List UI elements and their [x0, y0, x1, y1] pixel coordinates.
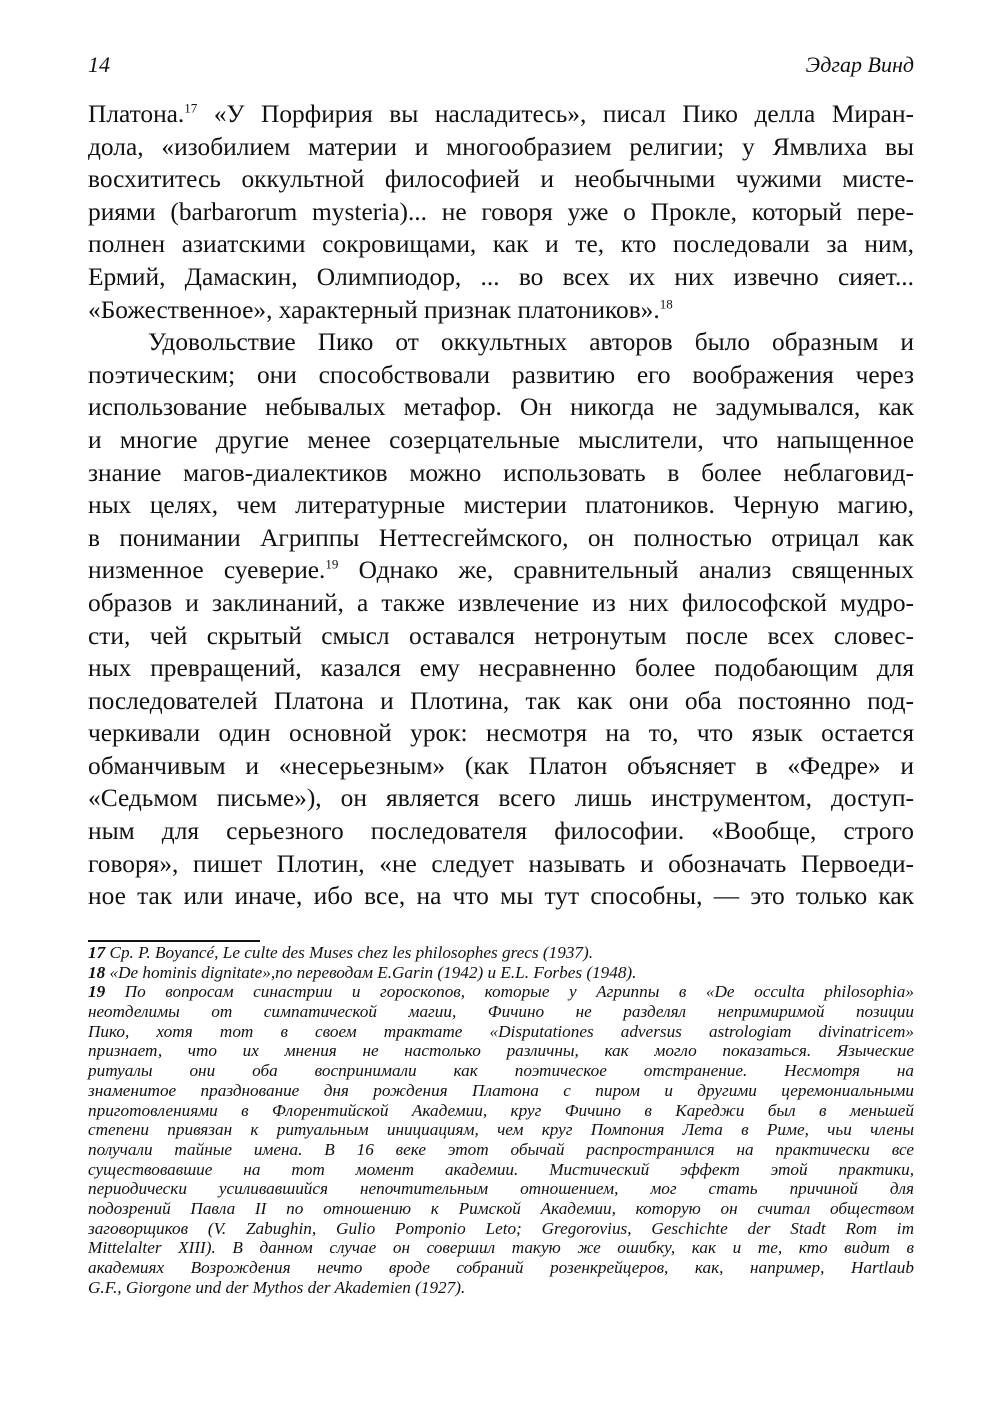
body-line: последователей Платона и Плотина, так как они оба постоянно под- — [88, 686, 914, 715]
body-line: низменное суеверие.$^{19}$ Однако же, сравнительный анализ священных — [88, 556, 915, 585]
body-line: Удовольствие Пико от оккультных авторов было образным и — [148, 328, 914, 357]
footnote-line: Пико, хотя тот в своем трактате «Disputationes adversus astrologiam divinatricem» — [88, 1021, 914, 1041]
body-line: в понимании Агриппы Неттесгеймского, он полностью отрицал как — [88, 523, 914, 552]
footnote-divider — [88, 940, 260, 942]
footnote-line: приготовлениями в Флорентийской Академии, круг Фичино в Кареджи был в меньшей — [88, 1100, 914, 1120]
body-line: полнен азиатскими сокровищами, как и те, кто последовали за ним, — [88, 230, 914, 259]
body-line: говоря», пишет Плотин, «не следует называть и обозначать Первоеди- — [88, 849, 914, 878]
footnote-line: степени привязан к ритуальным инициациям, чем круг Помпония Лета в Риме, чьи члены — [88, 1120, 914, 1140]
footnote-line: G.F., Giorgone und der Mythos der Akademien (1927). — [88, 1277, 466, 1297]
running-title: Эдгар Винд — [805, 52, 914, 77]
body-line: знание магов-диалектиков можно использовать в более неблаговид- — [88, 458, 914, 487]
body-line: ных целях, чем литературные мистерии платоников. Черную магию, — [88, 491, 914, 520]
footnote-18: 18 «De hominis dignitate»,по переводам E.Garin (1942) и E.L. Forbes (1948). — [88, 962, 637, 982]
body-line: обманчивым и «несерьезным» (как Платон объясняет в «Федре» и — [88, 751, 914, 780]
footnotes — [88, 943, 914, 1297]
page-number: 14 — [88, 52, 110, 77]
body-line: поэтическим; они способствовали развитию его воображения через — [88, 360, 914, 389]
footnote-line: существовавшие на тот момент академии. Мистический эффект этой практики, — [88, 1159, 914, 1179]
footnote-line: периодически усиливавшийся непочтительным отношением, мог стать причиной для — [88, 1179, 914, 1199]
body-line: дола, «изобилием материи и многообразием религии; у Ямвлиха вы — [88, 132, 914, 161]
footnote-line: признает, что их мнения не настолько различны, как могло показаться. Языческие — [88, 1041, 914, 1061]
footnote-line: знаменитое празднование дня рождения Платона с пиром и другими церемониальными — [88, 1080, 914, 1100]
body-line: «Божественное», характерный признак платоников».$^{18}$ — [88, 295, 673, 324]
body-line: риями (barbarorum mysteria)... не говоря уже о Прокле, который пере- — [88, 197, 914, 226]
body-line: и многие другие менее созерцательные мыслители, что напыщенное — [88, 425, 914, 454]
footnote-line: подозрений Павла II по отношению к Римской Академии, которую он считал обществом — [88, 1198, 914, 1218]
footnote-line: заговорщиков (V. Zabughin, Gulio Pomponio Leto; Gregorovius, Geschichte der Stadt Rom im — [88, 1218, 914, 1238]
body-line: сти, чей скрытый смысл оставался нетронутым после всех словес- — [88, 621, 914, 650]
footnote-number: 18 — [88, 962, 106, 982]
running-head — [88, 50, 914, 80]
footnote-ref: 17 — [184, 100, 198, 116]
body-line: Платона.$^{17}$ «У Порфирия вы насладитесь», писал Пико делла Миран- — [88, 100, 914, 128]
body-line: образов и заклинаний, а также извлечение из них философской мудро- — [88, 588, 914, 617]
footnote-ref: 19 — [325, 556, 339, 572]
body-line: «Седьмом письме»), он является всего лишь инструментом, доступ- — [88, 784, 914, 813]
footnote-17: 17 Ср. P. Boyancé, Le culte des Muses chez les philosophes grecs (1937). — [88, 943, 594, 962]
footnote-line: ритуалы они оба воспринимали как поэтическое отстранение. Несмотря на — [88, 1061, 914, 1081]
body-text — [88, 98, 914, 913]
footnote-number: 17 — [88, 943, 106, 962]
footnote-line: Mittelalter XIII). В данном случае он совершил такую же ошибку, как и те, кто видит в — [88, 1238, 914, 1258]
body-line: восхититесь оккультной философией и необычными чужими мисте- — [88, 165, 914, 194]
body-line: черкивали один основной урок: несмотря на то, что язык остается — [88, 719, 914, 748]
body-line: использование небывалых метафор. Он никогда не задумывался, как — [88, 393, 914, 422]
body-line: Ермий, Дамаскин, Олимпиодор, ... во всех их них извечно сияет... — [88, 262, 914, 291]
footnote-ref: 18 — [659, 296, 673, 312]
footnote-number: 19 — [88, 982, 106, 1002]
body-line: ным для серьезного последователя философии. «Вообще, строго — [88, 817, 914, 846]
footnote-line: получали тайные имена. В 16 веке этот обычай распространился на практически все — [88, 1139, 914, 1159]
footnote-19: 19 По вопросам синастрии и гороскопов, которые у Агриппы в «De occulta philosophia» — [88, 982, 914, 1002]
footnote-line: неотделимы от симпатической магии, Фичино не разделял непримиримой позиции — [88, 1002, 914, 1022]
body-line: ных превращений, казался ему несравненно более подобающим для — [88, 654, 914, 683]
footnote-line: академиях Возрождения нечто вроде собраний розенкрейцеров, как, например, Hartlaub — [88, 1258, 914, 1277]
body-line: ное так или иначе, ибо все, на что мы тут способны, — это только как — [88, 882, 914, 911]
